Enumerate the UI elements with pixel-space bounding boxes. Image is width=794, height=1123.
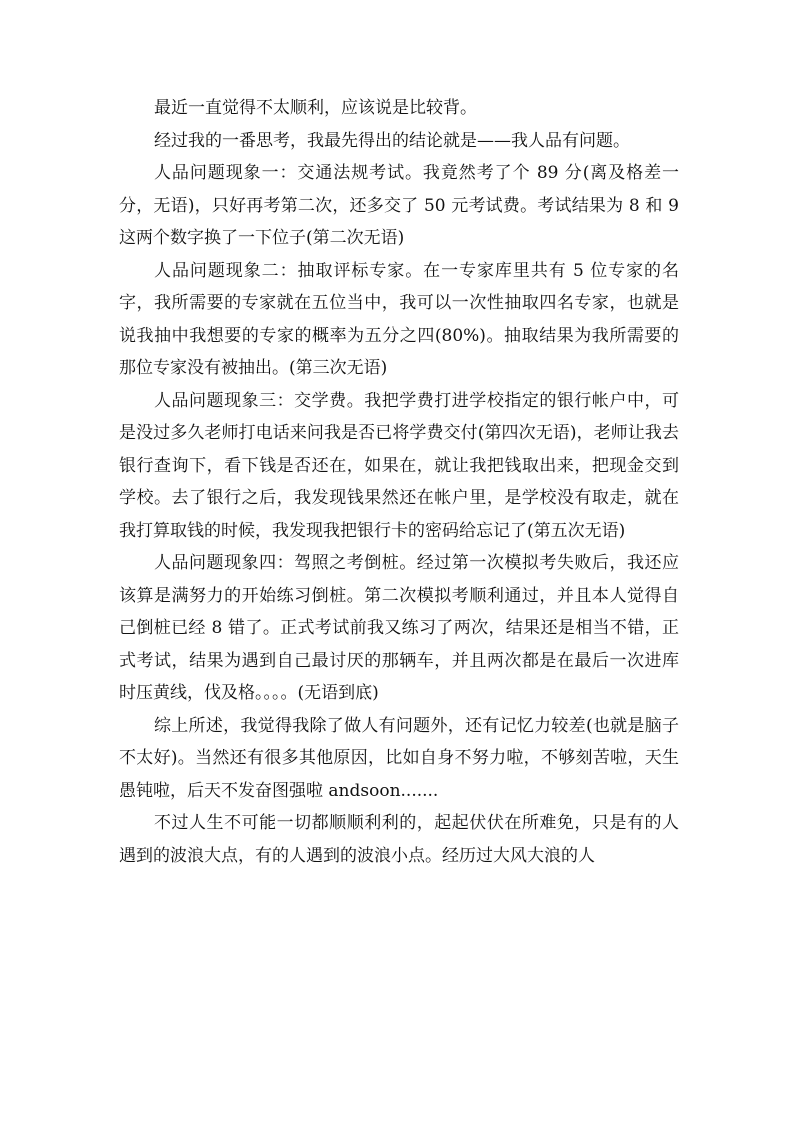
paragraph-closing: 不过人生不可能一切都顺顺利利的，起起伏伏在所难免，只是有的人遇到的波浪大点，有的人遇到的波浪小点。经历过大风大浪的人 [119, 813, 679, 866]
paragraph-phenomenon-2: 人品问题现象二：抽取评标专家。在一专家库里共有 5 位专家的名字，我所需要的专家就在五位当中，我可以一次性抽取四名专家，也就是说我抽中我想要的专家的概率为五分之四(80%)。抽取结果为我所需要的那位专家没有被抽出。(第三次无语) [119, 260, 679, 378]
paragraph-conclusion: 经过我的一番思考，我最先得出的结论就是——我人品有问题。 [154, 130, 630, 151]
paragraph-phenomenon-3: 人品问题现象三：交学费。我把学费打进学校指定的银行帐户中，可是没过多久老师打电话来问我是否已将学费交付(第四次无语)，老师让我去银行查询下，看下钱是否还在，如果在，就让我把钱取出来，把现金交到学校。去了银行之后，我发现钱果然还在帐户里，是学校没有取走，就在我打算取钱的时候，我发现我把银行卡的密码给忘记了(第五次无语) [119, 390, 679, 541]
paragraph-phenomenon-4: 人品问题现象四：驾照之考倒桩。经过第一次模拟考失败后，我还应该算是满努力的开始练习倒桩。第二次模拟考顺利通过，并且本人觉得自己倒桩已经 8 错了。正式考试前我又练习了两次，结果还是相当不错，正式考试，结果为遇到自己最讨厌的那辆车，并且两次都是在最后一次进库时压黄线，伐及格。。。。(无语到底) [119, 553, 679, 703]
paragraph-intro: 最近一直觉得不太顺利，应该说是比较背。 [154, 98, 477, 118]
paragraph-summary: 综上所述，我觉得我除了做人有问题外，还有记忆力较差(也就是脑子不太好)。当然还有很多其他原因，比如自身不努力啦，不够刻苦啦，天生愚钝啦，后天不发奋图强啦 andsoon....... [119, 715, 679, 801]
paragraph-phenomenon-1: 人品问题现象一：交通法规考试。我竟然考了个 89 分(离及格差一分，无语)，只好再考第二次，还多交了 50 元考试费。考试结果为 8 和 9 这两个数字换了一下位子(第二次无语) [119, 163, 679, 248]
document-body [119, 92, 679, 872]
